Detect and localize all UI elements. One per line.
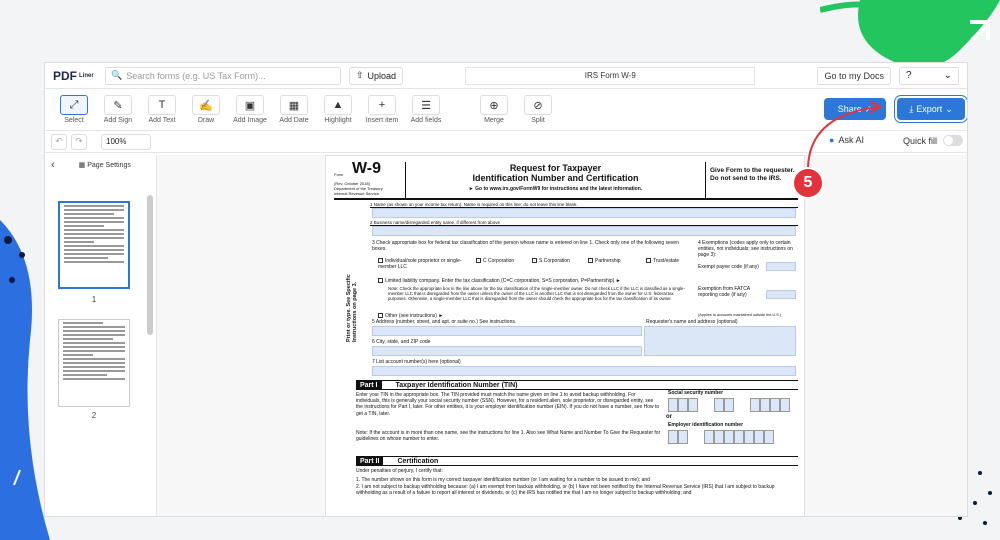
- share-button[interactable]: Share ↗: [824, 98, 886, 120]
- ein-digit[interactable]: [734, 430, 744, 444]
- ein-digit[interactable]: [764, 430, 774, 444]
- highlight-icon: ▲: [324, 95, 352, 115]
- select-tool[interactable]: ⤢ Select: [55, 95, 93, 124]
- zoom-select[interactable]: 100%: [101, 134, 151, 150]
- ein-digit[interactable]: [668, 430, 678, 444]
- add-image-tool[interactable]: ▣ Add Image: [231, 95, 269, 124]
- help-menu[interactable]: ? ⌄: [899, 67, 959, 85]
- logo: PDF Liner: [53, 68, 94, 83]
- form-header: Form W-9 (Rev. October 2018) Department of the Treasury Internal Revenue Service Request for Taxpayer Identification Number and Certification ► Go to www.irs.gov/FormW9 for instructions and the latest information. Give Form to the requester. Do not send to the IRS.: [334, 162, 798, 200]
- export-button[interactable]: ⤓ Export ⌄: [897, 98, 965, 120]
- account-number-field[interactable]: [372, 366, 796, 376]
- draw-tool[interactable]: ✍ Draw: [187, 95, 225, 124]
- fields-icon: ☰: [412, 95, 440, 115]
- city-field[interactable]: [372, 346, 642, 356]
- part-1-header: Part I Taxpayer Identification Number (TIN): [356, 380, 798, 390]
- plus-icon: +: [368, 95, 396, 115]
- partnership-checkbox[interactable]: [588, 258, 593, 263]
- toggle-switch[interactable]: [943, 135, 963, 146]
- add-text-tool[interactable]: T Add Text: [143, 95, 181, 124]
- individual-checkbox[interactable]: [378, 258, 383, 263]
- page-number-2: 2: [91, 411, 97, 420]
- page-number-1: 1: [91, 295, 97, 304]
- ein-digit[interactable]: [678, 430, 688, 444]
- page-settings-icon: ▦: [78, 162, 86, 169]
- highlight-tool[interactable]: ▲ Highlight: [319, 95, 357, 124]
- ssn-digit[interactable]: [724, 398, 734, 412]
- exempt-payee-field[interactable]: [766, 262, 796, 271]
- c-corp-checkbox[interactable]: [476, 258, 481, 263]
- name-field[interactable]: [372, 208, 796, 218]
- split-icon: ⊘: [524, 95, 552, 115]
- annotation-arrow: [790, 95, 890, 175]
- ssn-digit[interactable]: [668, 398, 678, 412]
- page-settings-button[interactable]: ▦ Page Settings: [78, 162, 131, 169]
- add-sign-tool[interactable]: ✎ Add Sign: [99, 95, 137, 124]
- redo-button[interactable]: [71, 134, 87, 150]
- llc-checkbox[interactable]: [378, 278, 383, 283]
- document-page[interactable]: Form W-9 (Rev. October 2018) Department of the Treasury Internal Revenue Service Request for Taxpayer Identification Number and Certification ► Go to www.irs.gov/FormW9 for instructions and the latest information. Give Form to the requester. Do not send to the IRS. 1 Name (as shown on your income tax return). Name is required on this line; do not leave this line blank. 2 Business name/disregarded entity name, if different from above Print or type. See Specific Instructions on page 3. 3 Check appropriate box for federal tax classification of the person whose name is entered on line 1. Check only one of the following seven boxes. Individual/sole proprietor or single-member LLC C Corporation S Corporation Partnership Trust/estate Limited liability company. Enter the tax classification (C=C corporation, S=S corporation, P=Partnership) ► Note: Check the appropriate box in the line above for the tax classification of the single-member owner. Do not check LLC if the LLC is classified as a single-member LLC that is disregarded from the owner unless the owner of the LLC is another LLC that is not disregarded from the owner for U.S. federal tax purposes. Otherwise, a single-member LLC that is disregarded from the owner should check the appropriate box for the tax classification of its owner. Other (see instructions) ► 4 Exemptions (codes apply only to certain entities, not individuals; see instructions on page 3): Exempt payee code (if any) Exemption from FATCA reporting code (if any) (Applies to accounts maintained outside the U.S.) 5 Address (number, street, and apt. or suite no.) See instructions. Requester's name and address (optional) 6 City, state, and ZIP code 7 List account number(s) here (optional) Part I Taxpayer Identification Number (TIN) Enter your TIN in the appropriate box. The TIN provided must match the name given on line 1 to avoid backup withholding. For individuals, this is generally your social security number (SSN). However, for a resident alien, sole proprietor, or disregarded entity, see the instructions for Part I, later. For other entities, it is your employer identification number (EIN). If you do not have a number, see How to get a TIN, later. Note: If the account is in more than one name, see the instructions for line 1. Also see What Name and Number To Give the Requester for guidelines on whose number to enter. Social security number or Employer identification number Part II Certification Under penalties of perjury, I certify that: 1. The number shown on this form is my correct taxpayer identification number (or I am waiting for a number to be issued to me); and 2. I am not subject to backup withholding because: (a) I am exempt from backup withholding, or (b) I have not been notified by the Internal Revenue Service (IRS) that I am subject to backup withholding as a result of a failure to report all interest or dividends, or (c) the IRS has notified me that I am no longer subject to backup withholding; and: [325, 155, 805, 517]
- text-icon: T: [148, 95, 176, 115]
- redo-icon: ↷: [75, 136, 83, 146]
- search-icon: 🔍: [111, 70, 123, 80]
- ssn-digit[interactable]: [678, 398, 688, 412]
- form-title: Request for Taxpayer: [509, 163, 602, 173]
- undo-icon: ↶: [55, 136, 63, 146]
- sidebar-scrollbar[interactable]: [147, 195, 153, 335]
- draw-icon: ✍: [192, 95, 220, 115]
- part-2-header: Part II Certification: [356, 456, 798, 466]
- page-sidebar: [45, 155, 157, 517]
- merge-tool[interactable]: ⊕ Merge: [475, 95, 513, 124]
- ein-digit[interactable]: [704, 430, 714, 444]
- page-thumbnail-1[interactable]: [58, 201, 130, 289]
- document-canvas: [157, 155, 968, 517]
- image-icon: ▣: [236, 95, 264, 115]
- split-tool[interactable]: ⊘ Split: [519, 95, 557, 124]
- give-form-note: Give Form to the requester. Do not send to the IRS.: [710, 167, 795, 182]
- upload-button[interactable]: ⇧ Upload: [349, 67, 403, 85]
- upload-icon: ⇧: [356, 70, 364, 80]
- merge-icon: ⊕: [480, 95, 508, 115]
- select-icon: ⤢: [60, 95, 88, 115]
- add-date-tool[interactable]: ▦ Add Date: [275, 95, 313, 124]
- ai-icon: ●: [829, 135, 835, 145]
- search-input[interactable]: 🔍 Search forms (e.g. US Tax Form)...: [105, 67, 341, 85]
- ein-digit[interactable]: [744, 430, 754, 444]
- top-bar: [45, 63, 967, 89]
- insert-item-tool[interactable]: + Insert item: [363, 95, 401, 124]
- undo-button[interactable]: [51, 134, 67, 150]
- quick-fill-toggle[interactable]: Quick fill: [903, 135, 963, 146]
- add-fields-tool[interactable]: ☰ Add fields: [407, 95, 445, 124]
- s-corp-checkbox[interactable]: [532, 258, 537, 263]
- chevron-down-icon: ⌄: [943, 70, 952, 81]
- ein-digit[interactable]: [724, 430, 734, 444]
- signature-icon: ✎: [104, 95, 132, 115]
- chevron-down-icon: ⌄: [945, 103, 953, 114]
- business-name-field[interactable]: [372, 226, 796, 236]
- page-thumbnail-2[interactable]: [58, 319, 130, 407]
- download-icon: ⤓: [909, 103, 914, 114]
- chevron-left-icon[interactable]: ‹: [51, 159, 55, 171]
- ssn-digit[interactable]: [750, 398, 760, 412]
- ein-digit[interactable]: [714, 430, 724, 444]
- fatca-field[interactable]: [766, 290, 796, 299]
- requester-field[interactable]: [644, 326, 796, 356]
- ask-ai-button[interactable]: ● Ask AI: [829, 135, 864, 145]
- trust-checkbox[interactable]: [646, 258, 651, 263]
- ssn-digit[interactable]: [780, 398, 790, 412]
- go-to-docs-button[interactable]: Go to my Docs: [817, 67, 891, 85]
- address-field[interactable]: [372, 326, 642, 336]
- side-instructions: Print or type. See Specific Instructions on page 3.: [346, 274, 358, 342]
- share-icon: ↗: [864, 103, 873, 114]
- form-number: W-9: [352, 160, 382, 177]
- ssn-digit[interactable]: [714, 398, 724, 412]
- ein-digit[interactable]: [754, 430, 764, 444]
- ssn-digit[interactable]: [688, 398, 698, 412]
- other-checkbox[interactable]: [378, 313, 383, 318]
- calendar-icon: ▦: [280, 95, 308, 115]
- ssn-digit[interactable]: [760, 398, 770, 412]
- step-badge: 5: [792, 167, 824, 199]
- document-name[interactable]: IRS Form W-9: [465, 67, 755, 85]
- ssn-digit[interactable]: [770, 398, 780, 412]
